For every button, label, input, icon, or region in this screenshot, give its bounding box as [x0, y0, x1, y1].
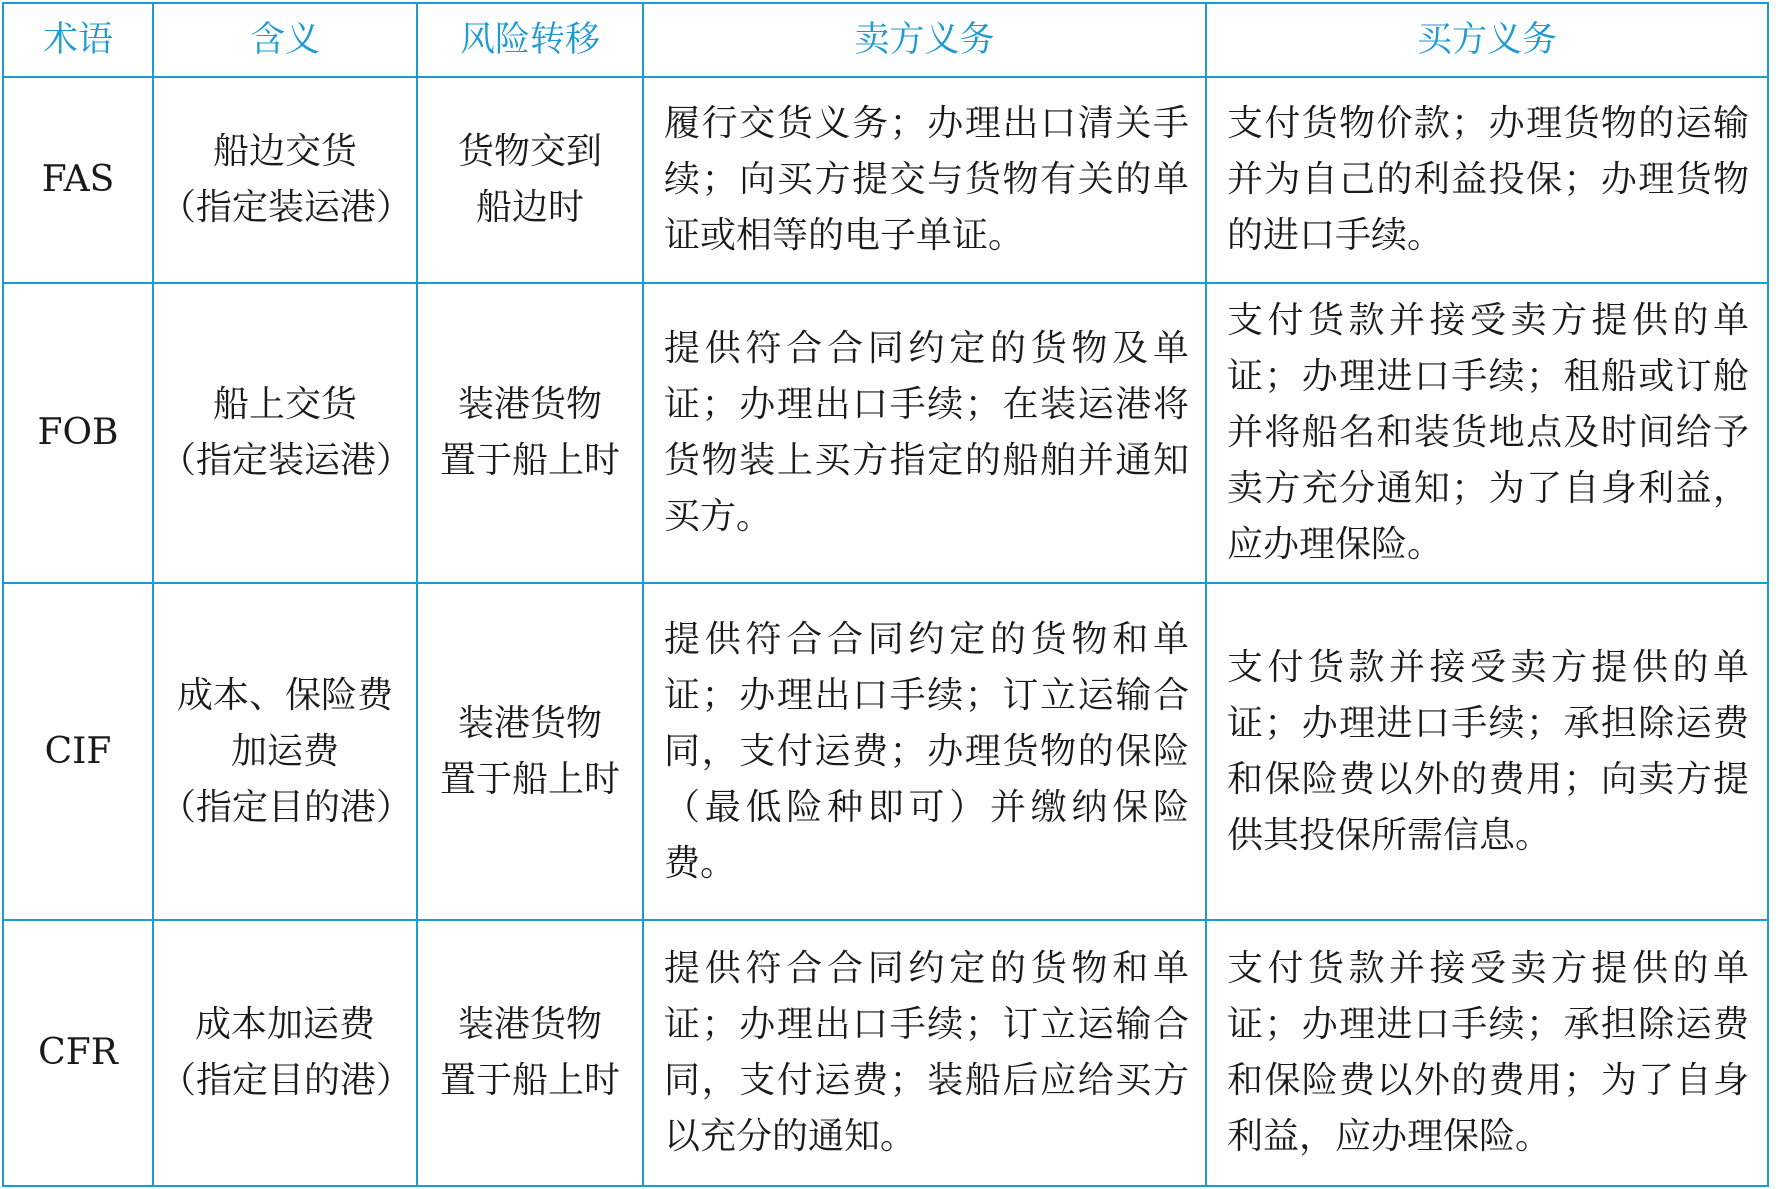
- risk-cell: [417, 283, 643, 583]
- risk-line: 置于船上时: [439, 440, 620, 481]
- risk-cell: [417, 77, 643, 283]
- term-cell: FOB: [3, 283, 153, 583]
- risk-line: 置于船上时: [439, 758, 620, 800]
- term-cell: CIF: [3, 583, 153, 920]
- meaning-line: 船边交货: [212, 131, 357, 172]
- table-row-fas: [3, 77, 1768, 283]
- risk-cell: [417, 583, 643, 920]
- meaning-line: （指定目的港）: [160, 786, 413, 828]
- risk-line: 装港货物: [457, 1004, 602, 1045]
- header-risk-transfer: 风险转移: [417, 3, 643, 77]
- buyer-cell: 支付货款并接受卖方提供的单证；办理进口手续；承担除运费和保险费以外的费用；为了自身利益，应办理保险。: [1206, 920, 1768, 1186]
- header-buyer-obligations: 买方义务: [1206, 3, 1768, 77]
- term-cell: FAS: [3, 77, 153, 283]
- trade-terms-table: [2, 2, 1769, 1187]
- meaning-cell: [153, 583, 417, 920]
- trade-terms-table-container: [2, 2, 1767, 1185]
- meaning-cell: [153, 283, 417, 583]
- table-row-cif: [3, 583, 1768, 920]
- table-row-cfr: [3, 920, 1768, 1186]
- meaning-cell: [153, 920, 417, 1186]
- table-row-fob: [3, 283, 1768, 583]
- risk-line: 货物交到: [457, 131, 602, 172]
- header-row: [3, 3, 1768, 77]
- seller-cell: 提供符合合同约定的货物和单证；办理出口手续；订立运输合同，支付运费；装船后应给买方以充分的通知。: [643, 920, 1206, 1186]
- meaning-line: （指定装运港）: [160, 440, 413, 481]
- meaning-line: 加运费: [230, 730, 339, 772]
- meaning-line: （指定目的港）: [160, 1060, 413, 1101]
- buyer-cell: 支付货款并接受卖方提供的单证；办理进口手续；租船或订舱并将船名和装货地点及时间给予卖方充分通知；为了自身利益，应办理保险。: [1206, 283, 1768, 583]
- buyer-cell: 支付货物价款；办理货物的运输并为自己的利益投保；办理货物的进口手续。: [1206, 77, 1768, 283]
- risk-cell: [417, 920, 643, 1186]
- header-meaning: 含义: [153, 3, 417, 77]
- meaning-line: 船上交货: [212, 384, 357, 425]
- seller-cell: 提供符合合同约定的货物及单证；办理出口手续；在装运港将货物装上买方指定的船舶并通知买方。: [643, 283, 1206, 583]
- risk-line: 船边时: [475, 187, 584, 228]
- seller-cell: 提供符合合同约定的货物和单证；办理出口手续；订立运输合同，支付运费；办理货物的保险（最低险种即可）并缴纳保险费。: [643, 583, 1206, 920]
- meaning-line: 成本、保险费: [176, 674, 393, 716]
- header-seller-obligations: 卖方义务: [643, 3, 1206, 77]
- risk-line: 装港货物: [457, 702, 602, 744]
- buyer-cell: 支付货款并接受卖方提供的单证；办理进口手续；承担除运费和保险费以外的费用；向卖方提供其投保所需信息。: [1206, 583, 1768, 920]
- meaning-cell: [153, 77, 417, 283]
- header-term: 术语: [3, 3, 153, 77]
- meaning-line: 成本加运费: [194, 1004, 375, 1045]
- term-cell: CFR: [3, 920, 153, 1186]
- risk-line: 装港货物: [457, 384, 602, 425]
- seller-cell: 履行交货义务；办理出口清关手续；向买方提交与货物有关的单证或相等的电子单证。: [643, 77, 1206, 283]
- meaning-line: （指定装运港）: [160, 187, 413, 228]
- risk-line: 置于船上时: [439, 1060, 620, 1101]
